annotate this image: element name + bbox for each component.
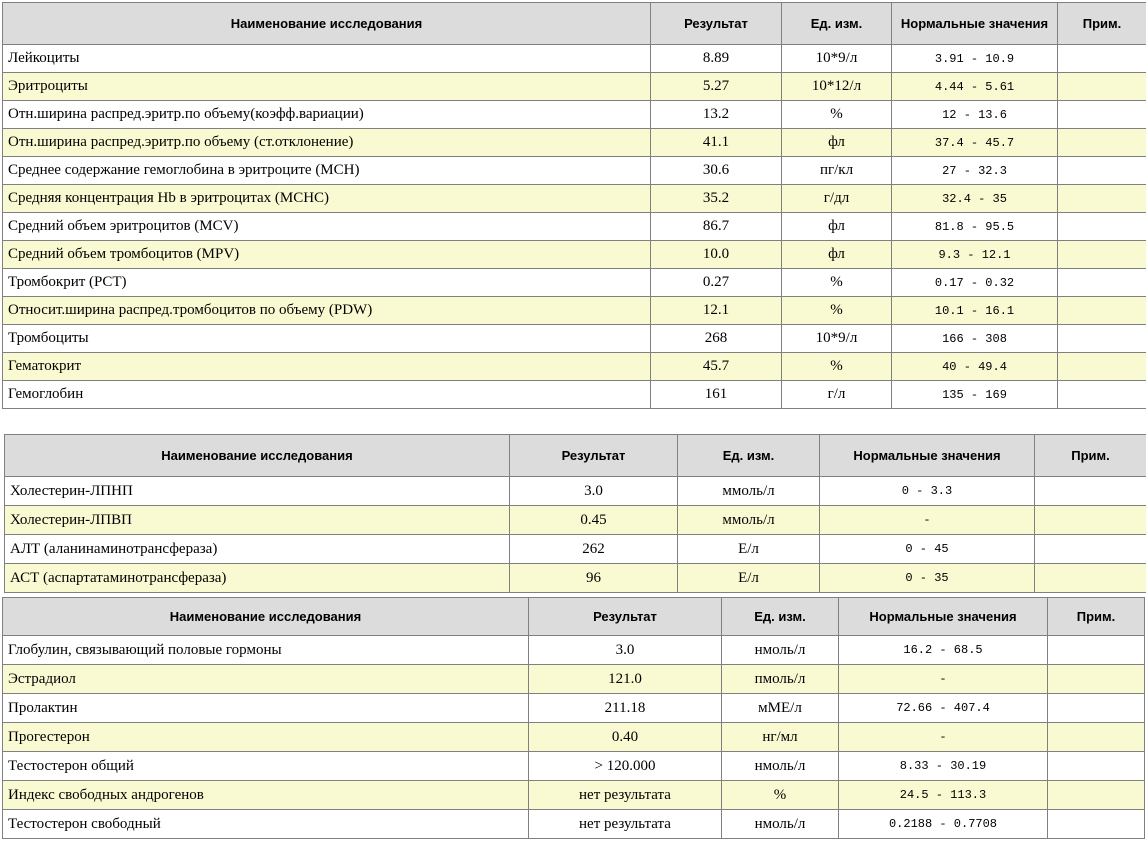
test-unit: % — [782, 353, 892, 381]
test-result: 0.40 — [529, 723, 722, 752]
table-row — [3, 269, 1146, 297]
test-unit: фл — [782, 129, 892, 157]
test-unit: ммоль/л — [678, 506, 820, 535]
test-result: 0.45 — [510, 506, 678, 535]
test-reference: 0.2188 - 0.7708 — [839, 810, 1048, 839]
test-note — [1048, 810, 1145, 839]
test-reference: 166 - 308 — [892, 325, 1058, 353]
test-result: 121.0 — [529, 665, 722, 694]
table-row — [3, 694, 1145, 723]
test-result: 30.6 — [651, 157, 782, 185]
test-reference: 24.5 - 113.3 — [839, 781, 1048, 810]
table-row — [3, 810, 1145, 839]
test-note — [1058, 381, 1146, 409]
header-result: Результат — [510, 435, 678, 477]
header-result: Результат — [529, 598, 722, 636]
table-row — [3, 45, 1146, 73]
test-name: Индекс свободных андрогенов — [3, 781, 529, 810]
test-name: АЛТ (аланинаминотрансфераза) — [5, 535, 510, 564]
header-note: Прим. — [1048, 598, 1145, 636]
test-name: Тестостерон свободный — [3, 810, 529, 839]
test-name: Холестерин-ЛПВП — [5, 506, 510, 535]
table-row — [3, 381, 1146, 409]
test-unit: пг/кл — [782, 157, 892, 185]
test-unit: 10*12/л — [782, 73, 892, 101]
test-reference: 8.33 - 30.19 — [839, 752, 1048, 781]
test-unit: мМЕ/л — [722, 694, 839, 723]
test-result: 45.7 — [651, 353, 782, 381]
test-note — [1058, 45, 1146, 73]
test-reference: 10.1 - 16.1 — [892, 297, 1058, 325]
header-reference: Нормальные значения — [820, 435, 1035, 477]
test-result: 262 — [510, 535, 678, 564]
header-result: Результат — [651, 3, 782, 45]
test-reference: 12 - 13.6 — [892, 101, 1058, 129]
test-note — [1035, 535, 1146, 564]
test-note — [1058, 269, 1146, 297]
test-name: Прогестерон — [3, 723, 529, 752]
test-name: Лейкоциты — [3, 45, 651, 73]
table-row — [3, 185, 1146, 213]
test-reference: 4.44 - 5.61 — [892, 73, 1058, 101]
test-result: 3.0 — [510, 477, 678, 506]
test-result: 268 — [651, 325, 782, 353]
table-row — [3, 781, 1145, 810]
test-reference: 0 - 45 — [820, 535, 1035, 564]
header-note: Прим. — [1035, 435, 1146, 477]
test-unit: % — [782, 297, 892, 325]
header-unit: Ед. изм. — [722, 598, 839, 636]
test-unit: г/дл — [782, 185, 892, 213]
test-note — [1048, 665, 1145, 694]
test-note — [1048, 723, 1145, 752]
header-unit: Ед. изм. — [678, 435, 820, 477]
test-note — [1058, 241, 1146, 269]
test-result: 161 — [651, 381, 782, 409]
test-note — [1035, 564, 1146, 593]
test-result: нет результата — [529, 781, 722, 810]
test-reference: - — [839, 723, 1048, 752]
test-name: Средний объем тромбоцитов (MPV) — [3, 241, 651, 269]
hormones-results-table — [2, 597, 1145, 839]
header-unit: Ед. изм. — [782, 3, 892, 45]
test-reference: 0 - 3.3 — [820, 477, 1035, 506]
table-row — [3, 241, 1146, 269]
test-result: нет результата — [529, 810, 722, 839]
table-row — [3, 752, 1145, 781]
table-row — [3, 636, 1145, 665]
test-unit: ммоль/л — [678, 477, 820, 506]
test-name: Среднее содержание гемоглобина в эритроците (MCH) — [3, 157, 651, 185]
test-result: 5.27 — [651, 73, 782, 101]
biochemistry-results-table — [4, 434, 1146, 593]
test-note — [1048, 694, 1145, 723]
test-note — [1058, 129, 1146, 157]
test-note — [1035, 477, 1146, 506]
table-header-row — [3, 3, 1146, 45]
test-name: АСТ (аспартатаминотрансфераза) — [5, 564, 510, 593]
test-result: 35.2 — [651, 185, 782, 213]
test-name: Отн.ширина распред.эритр.по объему(коэфф.вариации) — [3, 101, 651, 129]
test-name: Тромбоциты — [3, 325, 651, 353]
test-reference: 3.91 - 10.9 — [892, 45, 1058, 73]
test-unit: нг/мл — [722, 723, 839, 752]
header-name: Наименование исследования — [5, 435, 510, 477]
test-note — [1058, 213, 1146, 241]
test-reference: 40 - 49.4 — [892, 353, 1058, 381]
test-note — [1048, 636, 1145, 665]
test-unit: фл — [782, 213, 892, 241]
test-note — [1058, 353, 1146, 381]
test-note — [1035, 506, 1146, 535]
table-header-row — [3, 598, 1145, 636]
header-reference: Нормальные значения — [839, 598, 1048, 636]
test-result: 86.7 — [651, 213, 782, 241]
test-reference: 16.2 - 68.5 — [839, 636, 1048, 665]
test-unit: % — [722, 781, 839, 810]
table-row — [3, 723, 1145, 752]
header-note: Прим. — [1058, 3, 1146, 45]
test-unit: нмоль/л — [722, 636, 839, 665]
test-name: Тромбокрит (PCT) — [3, 269, 651, 297]
test-unit: Е/л — [678, 535, 820, 564]
test-result: > 120.000 — [529, 752, 722, 781]
test-unit: фл — [782, 241, 892, 269]
cbc-results-table — [2, 2, 1146, 409]
table-row — [3, 157, 1146, 185]
test-note — [1058, 297, 1146, 325]
test-name: Холестерин-ЛПНП — [5, 477, 510, 506]
test-result: 8.89 — [651, 45, 782, 73]
table-row — [3, 297, 1146, 325]
test-reference: 32.4 - 35 — [892, 185, 1058, 213]
test-name: Пролактин — [3, 694, 529, 723]
table-row — [3, 129, 1146, 157]
table-row — [5, 564, 1146, 593]
test-note — [1058, 101, 1146, 129]
header-name: Наименование исследования — [3, 3, 651, 45]
header-reference: Нормальные значения — [892, 3, 1058, 45]
test-name: Относит.ширина распред.тромбоцитов по объему (PDW) — [3, 297, 651, 325]
test-reference: - — [839, 665, 1048, 694]
test-name: Тестостерон общий — [3, 752, 529, 781]
test-note — [1058, 185, 1146, 213]
test-reference: 0 - 35 — [820, 564, 1035, 593]
header-name: Наименование исследования — [3, 598, 529, 636]
table-row — [3, 665, 1145, 694]
test-result: 41.1 — [651, 129, 782, 157]
test-reference: 135 - 169 — [892, 381, 1058, 409]
test-result: 211.18 — [529, 694, 722, 723]
test-note — [1048, 752, 1145, 781]
test-result: 3.0 — [529, 636, 722, 665]
test-result: 96 — [510, 564, 678, 593]
table-row — [3, 73, 1146, 101]
test-name: Средний объем эритроцитов (MCV) — [3, 213, 651, 241]
table-row — [3, 213, 1146, 241]
test-reference: 0.17 - 0.32 — [892, 269, 1058, 297]
test-unit: г/л — [782, 381, 892, 409]
test-note — [1048, 781, 1145, 810]
test-name: Отн.ширина распред.эритр.по объему (ст.отклонение) — [3, 129, 651, 157]
test-unit: Е/л — [678, 564, 820, 593]
test-note — [1058, 157, 1146, 185]
test-unit: нмоль/л — [722, 752, 839, 781]
test-reference: 27 - 32.3 — [892, 157, 1058, 185]
test-note — [1058, 325, 1146, 353]
test-reference: 81.8 - 95.5 — [892, 213, 1058, 241]
test-result: 0.27 — [651, 269, 782, 297]
test-unit: 10*9/л — [782, 325, 892, 353]
table-row — [5, 535, 1146, 564]
table-row — [3, 325, 1146, 353]
test-reference: 37.4 - 45.7 — [892, 129, 1058, 157]
test-note — [1058, 73, 1146, 101]
table-row — [5, 477, 1146, 506]
test-name: Гематокрит — [3, 353, 651, 381]
test-name: Эстрадиол — [3, 665, 529, 694]
test-name: Эритроциты — [3, 73, 651, 101]
test-unit: нмоль/л — [722, 810, 839, 839]
test-result: 10.0 — [651, 241, 782, 269]
test-reference: 72.66 - 407.4 — [839, 694, 1048, 723]
test-result: 12.1 — [651, 297, 782, 325]
table-row — [3, 101, 1146, 129]
test-name: Глобулин, связывающий половые гормоны — [3, 636, 529, 665]
table-row — [3, 353, 1146, 381]
test-reference: - — [820, 506, 1035, 535]
test-result: 13.2 — [651, 101, 782, 129]
table-row — [5, 506, 1146, 535]
test-name: Гемоглобин — [3, 381, 651, 409]
test-unit: 10*9/л — [782, 45, 892, 73]
test-name: Средняя концентрация Hb в эритроцитах (MCHC) — [3, 185, 651, 213]
table-header-row — [5, 435, 1146, 477]
test-unit: % — [782, 101, 892, 129]
test-unit: % — [782, 269, 892, 297]
test-reference: 9.3 - 12.1 — [892, 241, 1058, 269]
test-unit: пмоль/л — [722, 665, 839, 694]
